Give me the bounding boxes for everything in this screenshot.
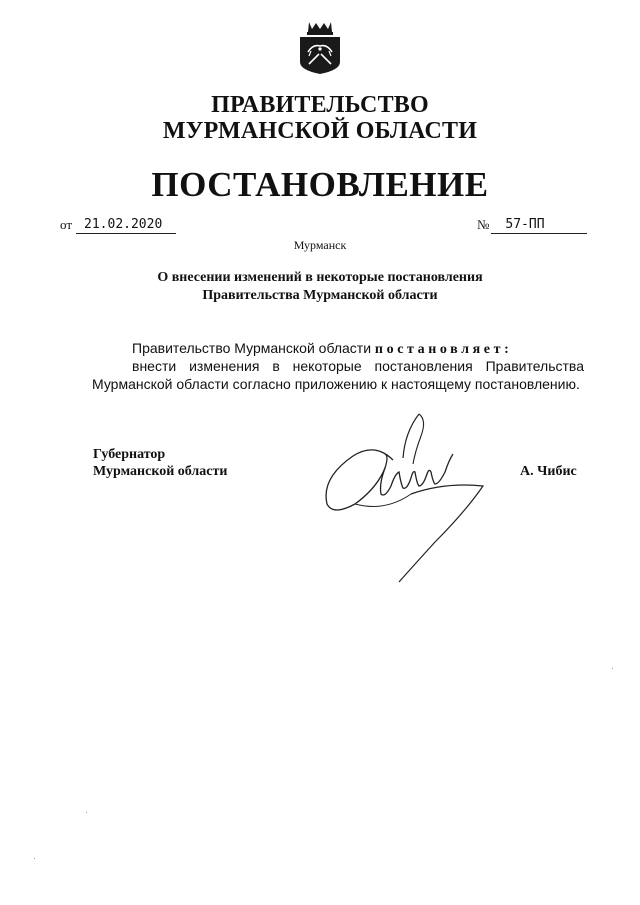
body-paragraph-3: Мурманской области согласно приложению к настоящему постановлению. [92, 376, 580, 392]
document-type-title: ПОСТАНОВЛЕНИЕ [151, 165, 489, 204]
signatory-position-line-1: Губернатор [93, 447, 166, 462]
body-intro-text: Правительство Мурманской области [132, 340, 375, 356]
org-name-line-1: ПРАВИТЕЛЬСТВО [211, 92, 429, 118]
body-paragraph-2: внести изменения в некоторые постановления Правительства [132, 358, 584, 374]
handwritten-signature [315, 412, 495, 587]
org-name-line-2: МУРМАНСКОЙ ОБЛАСТИ [162, 118, 478, 144]
body-paragraph-1 [92, 339, 584, 359]
signatory-position-line-2: Мурманской области [93, 464, 228, 479]
body-decree-verb: постановляет: [374, 342, 513, 357]
subject-line-2: Правительства Мурманской области [202, 288, 438, 303]
date-value: 21.02.2020 [76, 217, 176, 234]
number-value: 57-ПП [491, 217, 587, 234]
number-prefix: № [477, 217, 490, 232]
date-field [60, 216, 176, 234]
city-name: Мурманск [293, 238, 347, 252]
scan-speck [86, 812, 87, 813]
coat-of-arms-icon [297, 18, 343, 76]
number-field [477, 216, 587, 234]
signatory-name: А. Чибис [520, 464, 577, 479]
scan-speck [612, 668, 613, 669]
date-prefix: от [60, 217, 73, 232]
scan-speck [34, 858, 35, 859]
subject-line-1: О внесении изменений в некоторые постановления [157, 270, 483, 285]
